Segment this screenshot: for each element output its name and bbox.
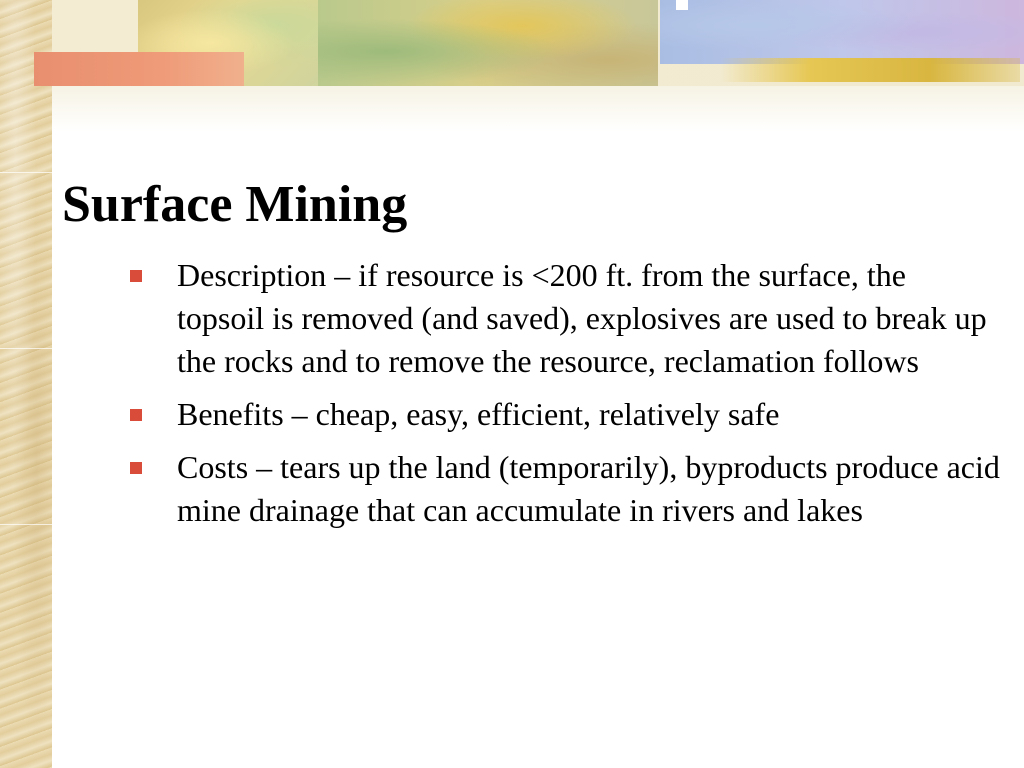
square-bullet-icon (130, 462, 142, 474)
collage-gap (676, 0, 688, 10)
tile-divider (0, 172, 52, 173)
slide-title: Surface Mining (62, 176, 408, 233)
header-fade (52, 86, 1024, 132)
square-bullet-icon (130, 409, 142, 421)
grass-collage-image (720, 58, 1020, 82)
bullet-text: Benefits – cheap, easy, efficient, relatively safe (177, 396, 780, 432)
bullet-item-description (130, 254, 1000, 383)
bullet-text: Description – if resource is <200 ft. from the surface, the topsoil is removed (and saved), explosives are used to break up the rocks and to remove the resource, reclamation follows (177, 257, 987, 379)
bullet-list (130, 254, 1000, 542)
orange-accent-bar (34, 52, 244, 86)
flower-collage-image (660, 0, 1024, 64)
foliage-collage-image (318, 0, 658, 86)
bullet-item-costs (130, 446, 1000, 532)
tile-divider (0, 524, 52, 525)
square-bullet-icon (130, 270, 142, 282)
parchment-border (0, 0, 52, 768)
bullet-item-benefits (130, 393, 1000, 436)
bullet-text: Costs – tears up the land (temporarily), byproducts produce acid mine drainage that can accumulate in rivers and lakes (177, 449, 1000, 528)
tile-divider (0, 348, 52, 349)
